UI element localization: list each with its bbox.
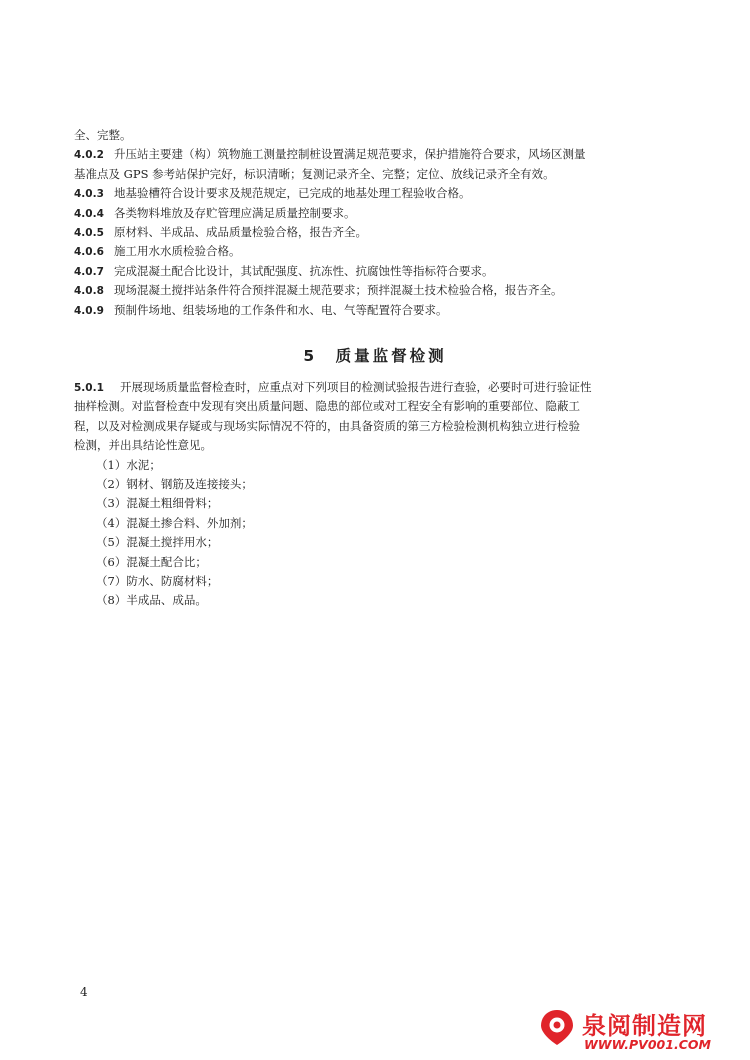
clause-5-0-1-line-2: 抽样检测。对监督检查中发现有突出质量问题、隐患的部位或对工程安全有影响的重要部位、隐蔽工 [74, 399, 580, 414]
clause-number: 4.0.5 [74, 226, 104, 239]
list-item: （3）混凝土粗细骨料； [96, 496, 219, 511]
clause-4-0-8 [74, 281, 680, 300]
clause-4-0-5 [74, 223, 680, 242]
watermark-url[interactable]: WWW.PV001.COM [584, 1037, 711, 1052]
site-watermark[interactable] [538, 1006, 728, 1054]
clause-number: 4.0.3 [74, 188, 104, 201]
clause-number: 4.0.4 [74, 207, 104, 220]
clause-5-0-1-line-3: 程，以及对检测成果存疑或与现场实际情况不符的，由具备资质的第三方检验检测机构独立进行检验 [74, 418, 580, 433]
clause-text: 原材料、半成品、成品质量检验合格，报告齐全。 [114, 224, 367, 239]
clause-number: 5.0.1 [74, 382, 104, 394]
section-5-body [74, 378, 680, 611]
clause-4-0-4 [74, 204, 680, 223]
section-4-tail [74, 126, 680, 320]
clause-4-0-7 [74, 262, 680, 281]
clause-4-0-6 [74, 242, 680, 261]
carry-over-line: 全、完整。 [74, 128, 132, 142]
page-number: 4 [80, 985, 88, 999]
list-item: （7）防水、防腐材料； [96, 573, 219, 588]
clause-4-0-2-line-1 [74, 145, 680, 164]
watermark-brand-text: 泉阅制造网 [582, 1012, 707, 1040]
clause-number: 4.0.2 [74, 149, 104, 162]
section-5-heading: 5 质量监督检测 [303, 347, 447, 365]
location-pin-logo-icon [538, 1008, 576, 1046]
list-item: （5）混凝土搅拌用水； [96, 535, 219, 550]
list-item: （4）混凝土掺合料、外加剂； [96, 515, 253, 530]
clause-4-0-2-line-2: 基准点及 GPS 参考站保护完好，标识清晰；复测记录齐全、完整；定位、放线记录齐全有效。 [74, 166, 555, 181]
clause-text: 地基验槽符合设计要求及规范规定，已完成的地基处理工程验收合格。 [114, 186, 471, 201]
clause-number: 4.0.8 [74, 285, 104, 298]
list-item: （1）水泥； [96, 457, 161, 472]
clause-number: 4.0.7 [74, 265, 104, 278]
clause-4-0-3 [74, 184, 680, 203]
list-item: （2）钢材、钢筋及连接接头； [96, 476, 253, 491]
clause-text: 各类物料堆放及存贮管理应满足质量控制要求。 [114, 205, 356, 220]
clause-5-0-1-line-1 [74, 378, 680, 397]
clause-text: 预制件场地、组装场地的工作条件和水、电、气等配置符合要求。 [114, 302, 448, 317]
clause-text: 完成混凝土配合比设计，其试配强度、抗冻性、抗腐蚀性等指标符合要求。 [114, 263, 494, 278]
list-item: （8）半成品、成品。 [96, 593, 207, 608]
clause-text: 开展现场质量监督检查时，应重点对下列项目的检测试验报告进行查验，必要时可进行验证性 [120, 380, 592, 394]
clause-number: 4.0.6 [74, 246, 104, 259]
clause-4-0-9 [74, 301, 680, 320]
clause-number: 4.0.9 [74, 304, 104, 317]
list-item: （6）混凝土配合比； [96, 554, 207, 569]
clause-text: 升压站主要建（构）筑物施工测量控制桩设置满足规范要求，保护措施符合要求，风场区测量 [114, 147, 586, 162]
clause-text: 现场混凝土搅拌站条件符合预拌混凝土规范要求；预拌混凝土技术检验合格，报告齐全。 [114, 283, 563, 298]
clause-text: 施工用水水质检验合格。 [114, 244, 241, 259]
clause-5-0-1-line-4: 检测，并出具结论性意见。 [74, 438, 212, 453]
